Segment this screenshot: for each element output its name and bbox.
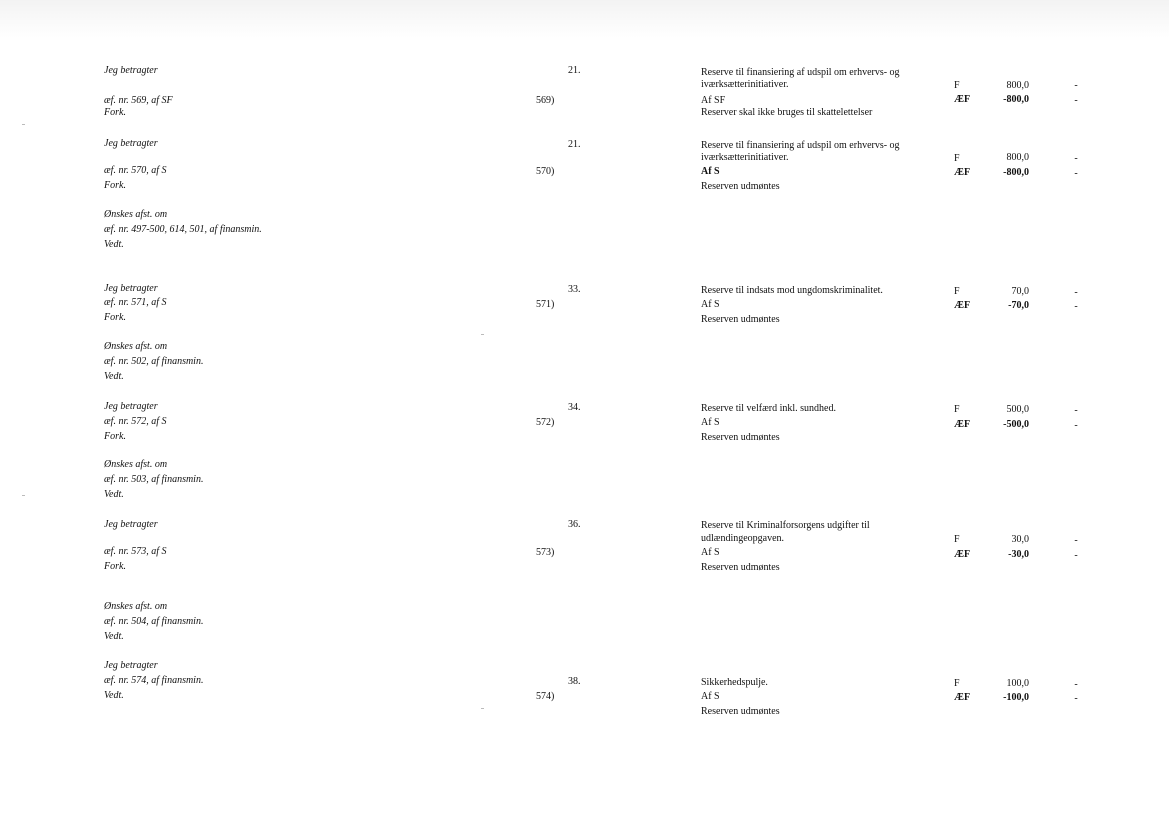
proposer-line: Af S [701, 417, 720, 428]
proposer-line: Af S [701, 299, 720, 310]
amendment-ref: 572) [536, 417, 555, 428]
description-line: Reserven udmøntes [701, 314, 780, 325]
section-number: 34. [568, 402, 581, 413]
left-note-line: Jeg betragter [104, 519, 158, 530]
scan-shadow [0, 0, 1169, 38]
row-code: ÆF [954, 167, 971, 178]
row-dash: - [1074, 301, 1078, 312]
description-line: Reserven udmøntes [701, 181, 780, 192]
left-note-line: Jeg betragter [104, 283, 158, 294]
row-value: 100,0 [1006, 678, 1029, 689]
amendment-ref: 571) [536, 299, 555, 310]
left-note-line: æf. nr. 574, af finansmin. [104, 675, 204, 686]
left-note-line: Jeg betragter [104, 138, 158, 149]
row-value: -500,0 [1003, 419, 1029, 430]
row-value: -800,0 [1003, 167, 1029, 178]
left-note-line: Fork. [104, 312, 126, 323]
row-value: 30,0 [1011, 534, 1029, 545]
left-note-line: æf. nr. 573, af S [104, 546, 167, 557]
row-dash: - [1074, 95, 1078, 106]
left-note-line: Fork. [104, 107, 126, 118]
left-note-line: æf. nr. 503, af finansmin. [104, 474, 204, 485]
description-line: iværksætterinitiativer. [701, 79, 789, 90]
row-code: F [954, 80, 960, 91]
row-value: -800,0 [1003, 94, 1029, 105]
row-code: F [954, 404, 960, 415]
proposer-line: Af S [701, 166, 720, 177]
description-line: Reserve til indsats mod ungdomskriminalitet. [701, 285, 883, 296]
proposer-line: Af S [701, 547, 720, 558]
row-code: F [954, 678, 960, 689]
left-note-line: Fork. [104, 561, 126, 572]
section-number: 21. [568, 65, 581, 76]
left-note-line: Vedt. [104, 489, 124, 500]
left-note-line: Jeg betragter [104, 660, 158, 671]
row-dash: - [1074, 80, 1078, 91]
left-note-line: Jeg betragter [104, 65, 158, 76]
row-dash: - [1074, 420, 1078, 431]
row-code: F [954, 153, 960, 164]
row-code: ÆF [954, 94, 971, 105]
row-dash: - [1074, 535, 1078, 546]
row-value: -30,0 [1008, 549, 1029, 560]
left-note-line: Vedt. [104, 631, 124, 642]
description-line: Reserven udmøntes [701, 562, 780, 573]
left-note-line: æf. nr. 572, af S [104, 416, 167, 427]
amendment-ref: 570) [536, 166, 555, 177]
row-dash: - [1074, 405, 1078, 416]
row-code: ÆF [954, 419, 971, 430]
description-line: Reserven udmøntes [701, 432, 780, 443]
description-line: Reserve til finansiering af udspil om erhvervs- og [701, 140, 900, 151]
amendment-ref: 573) [536, 547, 555, 558]
row-value: 500,0 [1006, 404, 1029, 415]
left-note-line: æf. nr. 504, af finansmin. [104, 616, 204, 627]
proposer-line: Af SF [701, 95, 726, 106]
left-note-line: Fork. [104, 180, 126, 191]
amendment-ref: 574) [536, 691, 555, 702]
left-note-line: Jeg betragter [104, 401, 158, 412]
left-note-line: æf. nr. 502, af finansmin. [104, 356, 204, 367]
description-line: Reserve til Kriminalforsorgens udgifter til [701, 520, 870, 531]
description-line: Reserve til finansiering af udspil om erhvervs- og [701, 67, 900, 78]
left-note-line: æf. nr. 497-500, 614, 501, af finansmin. [104, 224, 262, 235]
row-dash: - [1074, 679, 1078, 690]
left-note-line: Ønskes afst. om [104, 341, 168, 352]
left-note-line: Vedt. [104, 239, 124, 250]
left-note-line: æf. nr. 571, af S [104, 297, 167, 308]
left-note-line: æf. nr. 570, af S [104, 165, 167, 176]
amendment-ref: 569) [536, 95, 555, 106]
left-note-line: Vedt. [104, 690, 124, 701]
left-note-line: Ønskes afst. om [104, 459, 168, 470]
row-value: 70,0 [1011, 286, 1029, 297]
row-code: ÆF [954, 300, 971, 311]
left-note-line: Ønskes afst. om [104, 601, 168, 612]
row-dash: - [1074, 550, 1078, 561]
row-code: F [954, 286, 960, 297]
scan-speck [22, 124, 25, 125]
row-value: -100,0 [1003, 692, 1029, 703]
proposer-line: Af S [701, 691, 720, 702]
row-dash: - [1074, 693, 1078, 704]
section-number: 38. [568, 676, 581, 687]
section-number: 33. [568, 284, 581, 295]
scan-speck [481, 334, 484, 335]
description-line: iværksætterinitiativer. [701, 152, 789, 163]
description-line: Reserven udmøntes [701, 706, 780, 717]
row-value: 800,0 [1006, 80, 1029, 91]
left-note-line: Ønskes afst. om [104, 209, 168, 220]
description-line: udlændingeopgaven. [701, 533, 785, 544]
row-code: F [954, 534, 960, 545]
left-note-line: Vedt. [104, 371, 124, 382]
left-note-line: æf. nr. 569, af SF [104, 95, 173, 106]
description-line: Reserve til velfærd inkl. sundhed. [701, 403, 836, 414]
left-note-line: Fork. [104, 431, 126, 442]
scan-speck [22, 495, 25, 496]
row-dash: - [1074, 168, 1078, 179]
row-value: 800,0 [1006, 152, 1029, 163]
section-number: 21. [568, 139, 581, 150]
section-number: 36. [568, 519, 581, 530]
row-dash: - [1074, 287, 1078, 298]
row-value: -70,0 [1008, 300, 1029, 311]
description-line: Reserver skal ikke bruges til skattelettelser [701, 107, 873, 118]
row-code: ÆF [954, 549, 971, 560]
row-dash: - [1074, 153, 1078, 164]
row-code: ÆF [954, 692, 971, 703]
description-line: Sikkerhedspulje. [701, 677, 768, 688]
scan-speck [481, 708, 484, 709]
